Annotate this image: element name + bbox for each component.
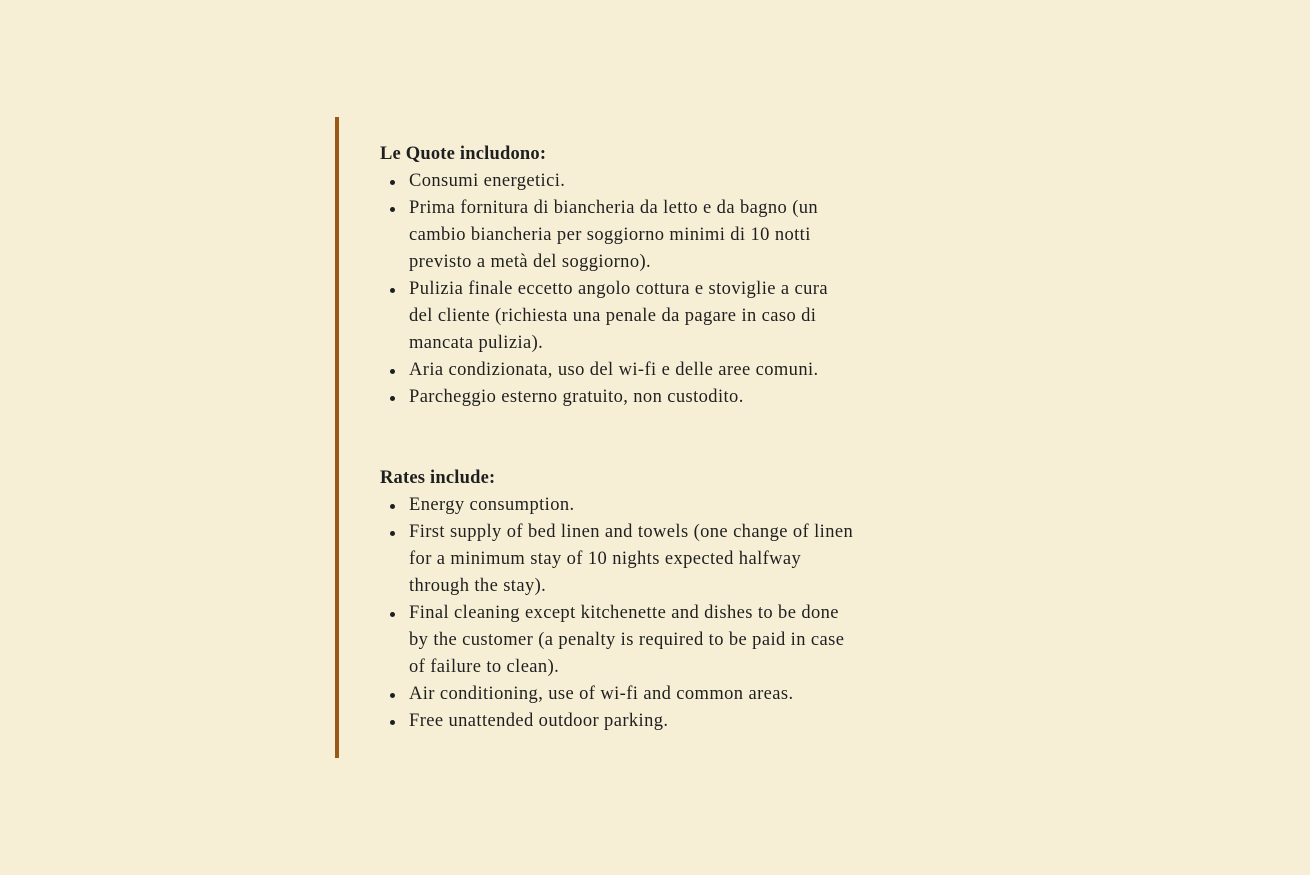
list-item bbox=[380, 600, 955, 681]
list-item bbox=[380, 708, 955, 735]
list-item-text: Pulizia finale eccetto angolo cottura e stoviglie a cura bbox=[409, 279, 828, 299]
section-spacer bbox=[380, 411, 955, 465]
bullet-icon bbox=[390, 180, 395, 185]
list-item-text: for a minimum stay of 10 nights expected halfway bbox=[409, 549, 802, 569]
english-list bbox=[380, 492, 955, 735]
list-item-text: through the stay). bbox=[409, 576, 547, 596]
list-item-text: by the customer (a penalty is required to be paid in case bbox=[409, 630, 845, 650]
list-item-text: Free unattended outdoor parking. bbox=[409, 711, 669, 731]
list-item bbox=[380, 276, 955, 357]
bullet-icon bbox=[390, 288, 395, 293]
list-item bbox=[380, 168, 955, 195]
list-item bbox=[380, 492, 955, 519]
list-item-text: Energy consumption. bbox=[409, 495, 575, 515]
list-item-text: of failure to clean). bbox=[409, 657, 560, 677]
bullet-icon bbox=[390, 396, 395, 401]
bullet-icon bbox=[390, 531, 395, 536]
list-item bbox=[380, 519, 955, 600]
bullet-icon bbox=[390, 693, 395, 698]
italian-list bbox=[380, 168, 955, 411]
list-item-text: First supply of bed linen and towels (one change of linen bbox=[409, 522, 854, 542]
list-item-text: Aria condizionata, uso del wi-fi e delle aree comuni. bbox=[409, 360, 819, 380]
list-item-text: del cliente (richiesta una penale da pagare in caso di bbox=[409, 306, 817, 326]
list-item-text: previsto a metà del soggiorno). bbox=[409, 252, 652, 272]
bullet-icon bbox=[390, 369, 395, 374]
list-item-text: Consumi energetici. bbox=[409, 171, 566, 191]
list-item-text: Final cleaning except kitchenette and dishes to be done bbox=[409, 603, 839, 623]
english-heading: Rates include: bbox=[380, 468, 496, 488]
list-item-text: cambio biancheria per soggiorno minimi di 10 notti bbox=[409, 225, 811, 245]
italian-heading: Le Quote includono: bbox=[380, 144, 547, 164]
list-item-text: mancata pulizia). bbox=[409, 333, 544, 353]
bullet-icon bbox=[390, 720, 395, 725]
bullet-icon bbox=[390, 612, 395, 617]
list-item bbox=[380, 681, 955, 708]
bullet-icon bbox=[390, 504, 395, 509]
list-item-text: Air conditioning, use of wi-fi and common areas. bbox=[409, 684, 794, 704]
list-item bbox=[380, 195, 955, 276]
list-item-text: Prima fornitura di biancheria da letto e da bagno (un bbox=[409, 198, 819, 218]
rates-info-block bbox=[335, 117, 955, 758]
list-item-text: Parcheggio esterno gratuito, non custodito. bbox=[409, 387, 744, 407]
list-item bbox=[380, 384, 955, 411]
list-item bbox=[380, 357, 955, 384]
bullet-icon bbox=[390, 207, 395, 212]
